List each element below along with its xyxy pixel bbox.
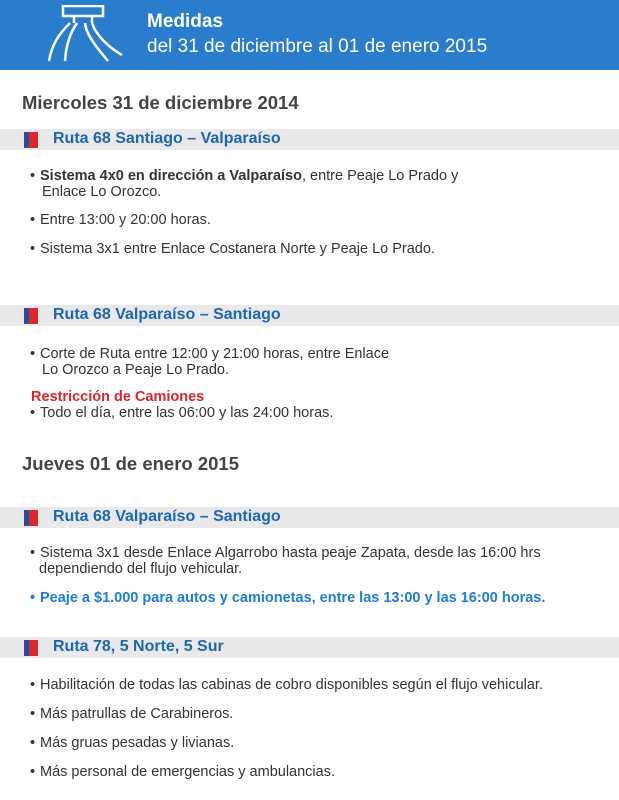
chile-flag-icon — [24, 510, 38, 526]
bullet-icon: • — [30, 590, 36, 606]
restriction-label: Restricción de Camiones — [31, 389, 205, 405]
bullet-icon: • — [30, 677, 36, 693]
route-header — [0, 129, 619, 150]
chile-flag-icon — [24, 132, 38, 148]
route-title: Ruta 68 Valparaíso – Santiago — [53, 508, 281, 525]
bullet-icon: • — [30, 212, 36, 228]
item-text: Sistema 3x1 desde Enlace Algarrobo hasta peaje Zapata, desde las 16:00 hrs — [40, 545, 541, 561]
page-title: Medidas — [147, 11, 224, 32]
bullet-icon: • — [30, 706, 36, 722]
day-heading: Jueves 01 de enero 2015 — [22, 453, 240, 474]
item-text: Habilitación de todas las cabinas de cobro disponibles según el flujo vehicular. — [40, 677, 543, 693]
item-text: Sistema 3x1 entre Enlace Costanera Norte y Peaje Lo Prado. — [40, 241, 435, 257]
route-header — [0, 507, 619, 528]
item-text: Corte de Ruta entre 12:00 y 21:00 horas, entre Enlace — [40, 346, 390, 362]
item-bold-text: Sistema 4x0 en dirección a Valparaíso — [40, 168, 302, 184]
route-title: Ruta 78, 5 Norte, 5 Sur — [53, 638, 224, 655]
item-text: Entre 13:00 y 20:00 horas. — [40, 212, 211, 228]
item-text: Más patrullas de Carabineros. — [40, 706, 234, 722]
item-text: dependiendo del flujo vehicular. — [39, 561, 243, 577]
bullet-icon: • — [30, 346, 36, 362]
page-subtitle: del 31 de diciembre al 01 de enero 2015 — [147, 36, 488, 57]
item-text: , entre Peaje Lo Prado y — [301, 168, 459, 184]
item-text: Lo Orozco a Peaje Lo Prado. — [42, 362, 230, 378]
header-banner — [0, 0, 619, 70]
bullet-icon: • — [30, 735, 36, 751]
road-icon — [46, 5, 126, 63]
bullet-icon: • — [30, 405, 36, 421]
item-text: Todo el día, entre las 06:00 y las 24:00 horas. — [40, 405, 334, 421]
route-title: Ruta 68 Valparaíso – Santiago — [53, 306, 281, 323]
bullet-icon: • — [30, 241, 36, 257]
chile-flag-icon — [24, 640, 38, 656]
route-header — [0, 637, 619, 658]
bullet-icon: • — [30, 168, 36, 184]
route-header — [0, 305, 619, 326]
chile-flag-icon — [24, 308, 38, 324]
item-text: Más personal de emergencias y ambulancias. — [40, 764, 335, 780]
day-heading: Miercoles 31 de diciembre 2014 — [22, 92, 299, 113]
item-text: Enlace Lo Orozco. — [42, 184, 162, 200]
bullet-icon: • — [30, 545, 36, 561]
bullet-icon: • — [30, 764, 36, 780]
route-title: Ruta 68 Santiago – Valparaíso — [53, 130, 281, 147]
item-text: Más gruas pesadas y livianas. — [40, 735, 235, 751]
item-highlight-text: Peaje a $1.000 para autos y camionetas, entre las 13:00 y las 16:00 horas. — [40, 590, 546, 606]
